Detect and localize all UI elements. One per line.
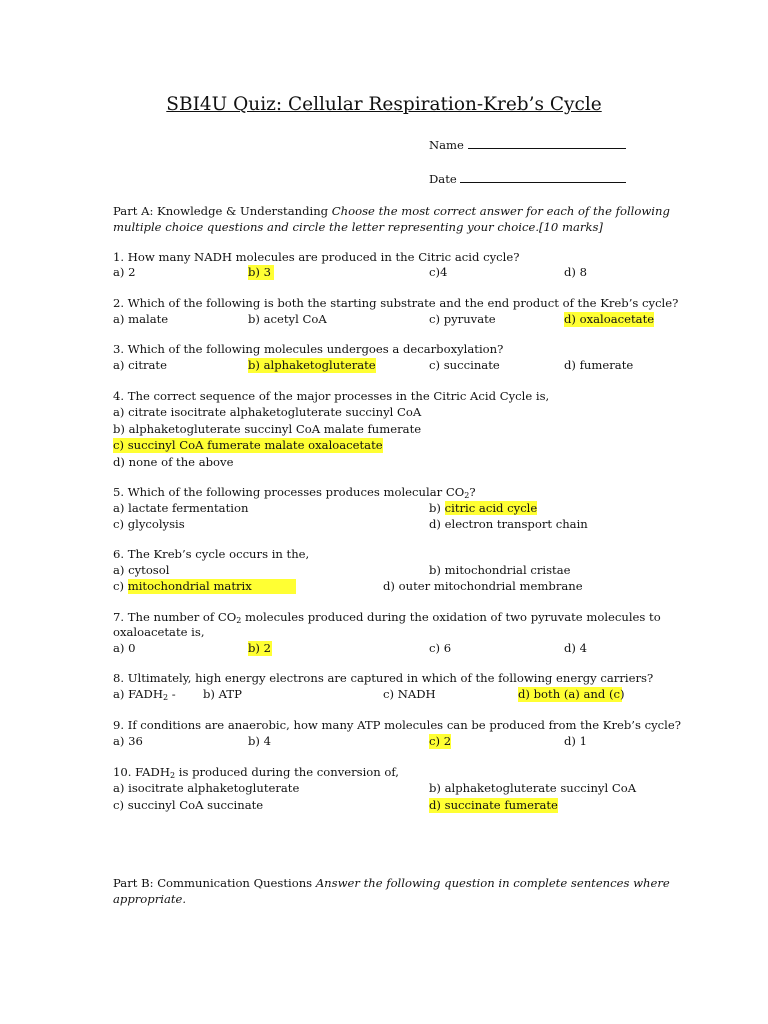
- date-label: Date: [429, 172, 457, 186]
- q3-stem: 3. Which of the following molecules undergoes a decarboxylation?: [113, 342, 504, 356]
- q6-option-b[interactable]: b) mitochondrial cristae: [429, 563, 571, 577]
- q10-option-c[interactable]: c) succinyl CoA succinate: [113, 798, 264, 812]
- q10-stem-text: 10. FADH: [113, 765, 170, 779]
- q10-option-d[interactable]: d) succinate fumerate: [429, 798, 558, 812]
- q8-stem: 8. Ultimately, high energy electrons are captured in which of the following energy carriers?: [113, 671, 654, 685]
- page-title: SBI4U Quiz: Cellular Respiration-Kreb’s Cycle: [166, 94, 602, 115]
- part-a-heading: Part A: Knowledge & Understanding: [113, 204, 329, 218]
- part-a-instruction: Choose the most correct answer for each of the following: [331, 204, 670, 218]
- part-b-heading: Part B: Communication Questions: [113, 876, 313, 890]
- q7-stem: [113, 610, 661, 625]
- q8-option-a-subscript: 2: [162, 693, 169, 702]
- q4-option-a[interactable]: a) citrate isocitrate alphaketogluterate succinyl CoA: [113, 405, 422, 419]
- q9-option-a[interactable]: a) 36: [113, 734, 143, 748]
- q5-option-c[interactable]: c) glycolysis: [113, 517, 185, 531]
- q7-stem-text-cont: molecules produced during the oxidation of two pyruvate molecules to: [241, 610, 661, 624]
- name-label: Name: [429, 138, 464, 152]
- q5-option-b[interactable]: [429, 501, 537, 516]
- q5-option-d[interactable]: d) electron transport chain: [429, 517, 588, 531]
- q7-stem-subscript: 2: [236, 616, 242, 625]
- q5-stem-text: 5. Which of the following processes produces molecular CO: [113, 485, 465, 499]
- q6-option-c[interactable]: [113, 579, 296, 594]
- q1-option-c[interactable]: c)4: [429, 265, 448, 279]
- q10-stem-subscript: 2: [169, 771, 176, 780]
- q3-option-b[interactable]: b) alphaketogluterate: [248, 358, 376, 372]
- q2-option-a[interactable]: a) malate: [113, 312, 169, 326]
- q8-option-c[interactable]: c) NADH: [383, 687, 436, 701]
- part-a-instruction-cont: multiple choice questions and circle the letter representing your choice.[10 marks]: [113, 220, 603, 234]
- q8-option-a[interactable]: [113, 687, 176, 702]
- q6-option-d[interactable]: d) outer mitochondrial membrane: [383, 579, 583, 593]
- q4-option-d[interactable]: d) none of the above: [113, 455, 234, 469]
- q6-option-a[interactable]: a) cytosol: [113, 563, 170, 577]
- q1-stem: 1. How many NADH molecules are produced in the Citric acid cycle?: [113, 250, 520, 264]
- q10-stem: [113, 765, 399, 780]
- q9-option-d[interactable]: d) 1: [564, 734, 588, 748]
- q1-option-a[interactable]: a) 2: [113, 265, 136, 279]
- q2-option-d[interactable]: d) oxaloacetate: [564, 312, 655, 326]
- q9-stem: 9. If conditions are anaerobic, how many ATP molecules can be produced from the Kreb’s cycle?: [113, 718, 681, 732]
- q6-stem: 6. The Kreb’s cycle occurs in the,: [113, 547, 310, 561]
- q5-option-b-letter: b): [429, 501, 441, 515]
- q8-option-a-end: -: [168, 687, 176, 701]
- q5-option-b-text: citric acid cycle: [444, 501, 538, 515]
- q2-stem: 2. Which of the following is both the starting substrate and the end product of the Kreb’s cycle?: [113, 296, 679, 310]
- part-b-header: [113, 876, 670, 891]
- q3-option-a[interactable]: a) citrate: [113, 358, 167, 372]
- q8-option-d[interactable]: d) both (a) and (c): [518, 687, 625, 701]
- part-b-instruction: Answer the following question in complete sentences where: [315, 876, 670, 890]
- q7-option-a[interactable]: a) 0: [113, 641, 136, 655]
- q2-option-b[interactable]: b) acetyl CoA: [248, 312, 327, 326]
- q10-stem-end: is produced during the conversion of,: [175, 765, 399, 779]
- q7-option-b[interactable]: b) 2: [248, 641, 272, 655]
- q10-option-a[interactable]: a) isocitrate alphaketogluterate: [113, 781, 300, 795]
- q8-option-b[interactable]: b) ATP: [203, 687, 242, 701]
- q1-option-b[interactable]: b) 3: [248, 265, 274, 280]
- q5-stem-end: ?: [469, 485, 476, 499]
- q6-option-c-letter: c): [113, 579, 125, 593]
- q7-stem-text: 7. The number of CO: [113, 610, 237, 624]
- q6-option-c-text: mitochondrial matrix: [128, 579, 296, 594]
- q7-option-d[interactable]: d) 4: [564, 641, 588, 655]
- q1-option-d[interactable]: d) 8: [564, 265, 588, 279]
- q2-option-c[interactable]: c) pyruvate: [429, 312, 496, 326]
- q5-stem-subscript: 2: [464, 491, 470, 500]
- q8-option-a-text: a) FADH: [113, 687, 163, 701]
- q9-option-b[interactable]: b) 4: [248, 734, 272, 748]
- q3-option-d[interactable]: d) fumerate: [564, 358, 634, 372]
- q4-option-b[interactable]: b) alphaketogluterate succinyl CoA malate fumerate: [113, 422, 422, 436]
- part-b-instruction-cont: appropriate.: [113, 892, 187, 906]
- q9-option-c[interactable]: c) 2: [429, 734, 452, 748]
- name-blank[interactable]: [468, 137, 626, 149]
- name-field: [429, 137, 626, 153]
- q10-option-b[interactable]: b) alphaketogluterate succinyl CoA: [429, 781, 637, 795]
- q4-option-c[interactable]: c) succinyl CoA fumerate malate oxaloacetate: [113, 438, 383, 452]
- date-field: [429, 171, 626, 187]
- q4-stem: 4. The correct sequence of the major processes in the Citric Acid Cycle is,: [113, 389, 550, 403]
- date-blank[interactable]: [460, 171, 626, 183]
- q7-option-c[interactable]: c) 6: [429, 641, 452, 655]
- q5-option-a[interactable]: a) lactate fermentation: [113, 501, 249, 515]
- part-a-header: [113, 204, 670, 219]
- q5-stem: [113, 485, 476, 500]
- q3-option-c[interactable]: c) succinate: [429, 358, 500, 372]
- q7-stem-line2: oxaloacetate is,: [113, 625, 205, 639]
